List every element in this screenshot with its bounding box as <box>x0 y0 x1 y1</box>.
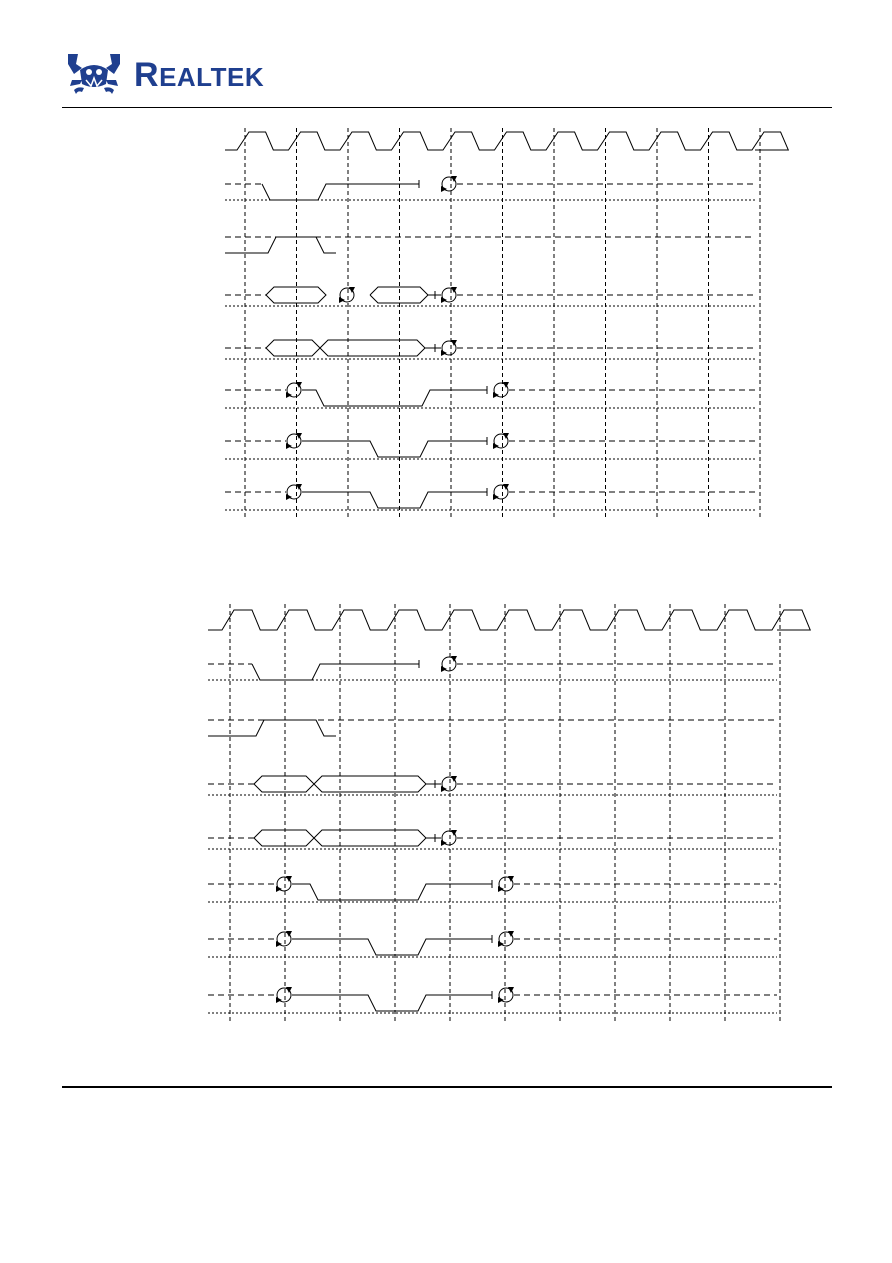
cycle-marker-icon <box>276 876 292 892</box>
signal-waveform <box>292 939 492 955</box>
bus-waveform <box>314 830 426 846</box>
cycle-marker-icon <box>441 776 457 792</box>
signal-waveform <box>208 720 336 736</box>
bus-waveform <box>254 830 314 846</box>
cycle-marker-icon <box>498 876 514 892</box>
signal-waveform <box>292 884 492 900</box>
cycle-marker-icon <box>498 931 514 947</box>
bus-waveform <box>254 776 314 792</box>
bus-waveform <box>314 776 426 792</box>
footer-divider <box>62 1086 832 1088</box>
signal-waveform <box>292 995 492 1011</box>
brand-rest: EALTEK <box>159 62 265 92</box>
cycle-marker-icon <box>276 987 292 1003</box>
clock-waveform <box>208 610 810 630</box>
cycle-marker-icon <box>498 987 514 1003</box>
brand-initial: R <box>134 56 160 94</box>
cycle-marker-icon <box>276 931 292 947</box>
cycle-marker-icon <box>441 656 457 672</box>
cycle-marker-icon <box>441 830 457 846</box>
signal-waveform <box>252 664 419 680</box>
